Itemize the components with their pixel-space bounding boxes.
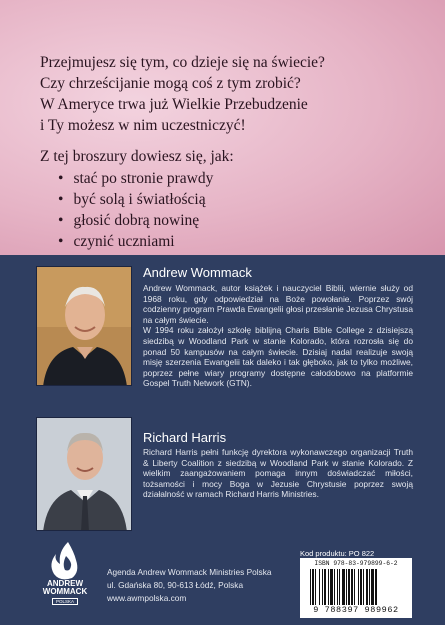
barcode-icon xyxy=(310,569,402,605)
author1-name: Andrew Wommack xyxy=(143,265,252,280)
logo-line: WOMMACK xyxy=(42,587,88,596)
bullet-item: • czynić uczniami xyxy=(58,231,213,252)
product-code: Kod produktu: PO 822 xyxy=(300,549,375,558)
lead-text: Z tej broszury dowiesz się, jak: xyxy=(40,148,234,165)
publisher-website: www.awmpolska.com xyxy=(107,593,187,603)
author1-bio xyxy=(143,283,413,389)
author1-bio-paragraph: W 1994 roku założył szkołę biblijną Charis Bible College z dzisiejszą siedzibą w Woodland Park w stanie Kolorado, która rozrosła się do ponad 50 kampusów na całym świecie. Dzisiaj nadal realizuje swoją misję szerzenia Ewangelii tak daleko i tak głęboko, jak to tylko możliwe, poprzez pełne wiary programy dostępne całodobowo na platformie Gospel Truth Network (GTN). xyxy=(143,325,413,389)
author2-name: Richard Harris xyxy=(143,430,227,445)
isbn-text: ISBN 978-83-979899-6-2 xyxy=(314,560,398,567)
author2-photo xyxy=(36,417,132,531)
intro-line: i Ty możesz w nim uczestniczyć! xyxy=(40,117,246,134)
barcode-box xyxy=(300,558,412,618)
intro-line: W Ameryce trwa już Wielkie Przebudzenie xyxy=(40,96,308,113)
publisher-line: Agenda Andrew Wommack Ministries Polska xyxy=(107,567,272,577)
bullet-list xyxy=(58,168,213,252)
intro-text xyxy=(40,52,430,136)
intro-line: Czy chrześcijanie mogą coś z tym zrobić? xyxy=(40,75,301,92)
bullet-item: • być solą i światłością xyxy=(58,189,213,210)
logo-line: ANDREW xyxy=(47,579,83,588)
bullet-item: • stać po stronie prawdy xyxy=(58,168,213,189)
author1-bio-paragraph: Andrew Wommack, autor książek i nauczyciel Biblii, wiernie służy od 1968 roku, gdy odpowiedział na Boże powołanie. Poprzez swój codzienny program Prawda Ewangelii głosi przesłanie Jezusa Chrystusa na całym świecie. xyxy=(143,283,413,325)
author2-bio: Richard Harris pełni funkcję dyrektora wykonawczego organizacji Truth & Liberty Coalition z siedzibą w Woodland Park w stanie Kolorado. Z wielkim zaangażowaniem pomaga innym doświadczać miłości, tożsamości i mocy Boga w Jezusie Chrystusie poprzez swoją działalność w ramach Richard Harris Ministries. xyxy=(143,447,413,500)
author1-photo xyxy=(36,266,132,386)
barcode-digits: 9 788397 989962 xyxy=(313,605,399,615)
publisher-address xyxy=(107,566,271,605)
publisher-line: ul. Gdańska 80, 90-613 Łódź, Polska xyxy=(107,580,244,590)
intro-line: Przejmujesz się tym, co dzieje się na świecie? xyxy=(40,54,325,71)
logo-badge: POLSKA xyxy=(52,598,78,605)
bullet-item: • głosić dobrą nowinę xyxy=(58,210,213,231)
logo-text xyxy=(34,580,96,596)
